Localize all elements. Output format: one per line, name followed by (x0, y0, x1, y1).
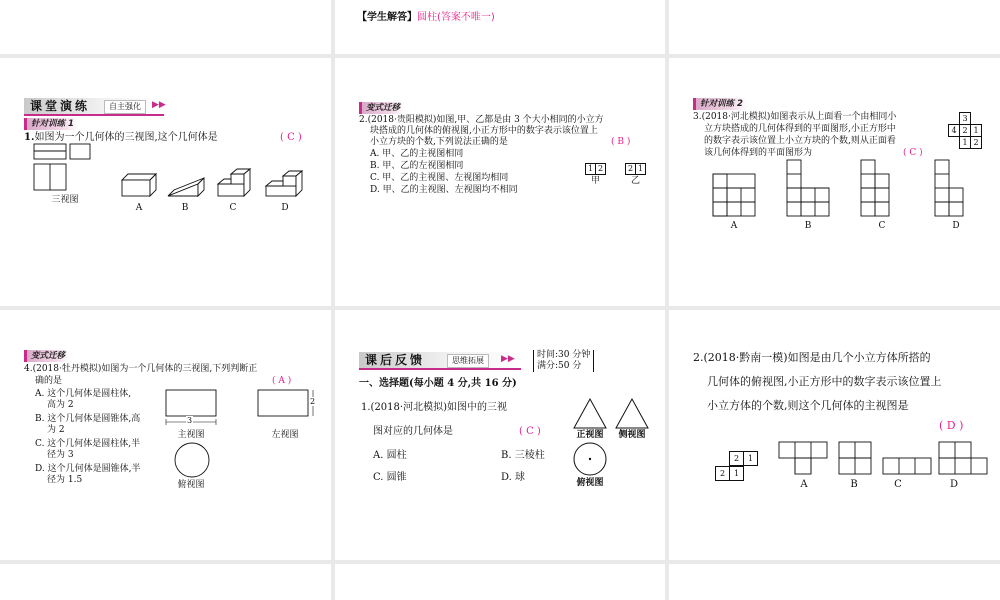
choice-b: B. 这个几何体是圆锥体,高 (35, 414, 141, 424)
grid-cell: 2 (715, 466, 730, 481)
top-view-caption: 俯视图 (177, 480, 205, 490)
question-2-line-2: 几何体的俯视图,小正方形中的数字表示该位置上 (707, 375, 942, 388)
slide-bottom-right (669, 564, 1000, 600)
dimension-width: 3 (187, 416, 193, 425)
choice-c: C. 这个几何体是圆柱体,半 (35, 439, 141, 449)
choice-a: A. 这个几何体是圆柱体, (35, 389, 132, 399)
choice-a: A. 圆柱 (373, 450, 407, 461)
grid-yi (625, 163, 646, 175)
grid-cell: 2 (625, 163, 636, 175)
question-3-line-2: 立方块搭成的几何体得到的平面图形,小正方形中 (704, 124, 896, 134)
front-view-caption: 主视图 (177, 430, 205, 440)
left-view-caption: 左视图 (271, 430, 299, 440)
student-answer: 【学生解答】圆柱(答案不唯一) (357, 12, 495, 23)
banner-title: 课后反馈 (365, 353, 426, 367)
slide-bottom-left (0, 564, 331, 600)
question-1-line-2: 图对应的几何体是 (373, 426, 453, 437)
option-d-label: D (952, 221, 960, 231)
slide-top-middle (335, 0, 665, 54)
option-c-label: C (229, 203, 237, 213)
three-view-figure (34, 144, 94, 192)
top-view-circle (174, 442, 214, 482)
option-a-label: A (730, 221, 738, 231)
front-view-triangle (573, 398, 609, 430)
choice-c: C. 甲、乙的主视图、左视图均相同 (370, 173, 509, 183)
grid-jia (585, 163, 606, 175)
slide-4 (0, 310, 331, 560)
section-heading: 一、选择题(每小题 4 分,共 16 分) (359, 378, 517, 389)
banner-badge: 思维拓展 (447, 354, 489, 368)
question-4-answer: ( A ) (272, 376, 292, 386)
option-c-label: C (894, 479, 902, 490)
question-3-line-4: 该几何体得到的平面图形为 (704, 148, 813, 158)
grid-cell: 2 (970, 136, 982, 149)
choice-d: D. 甲、乙的主视图、左视图均不相同 (370, 185, 518, 195)
grid-cell: 1 (585, 163, 596, 175)
question-3-answer: ( C ) (903, 148, 923, 158)
top-view-caption: 俯视图 (576, 478, 604, 488)
question-1-answer: ( C ) (280, 132, 302, 143)
option-b-label: B (181, 203, 189, 213)
choice-d: D. 球 (501, 472, 526, 483)
choice-b-cont: 为 2 (47, 425, 65, 435)
choice-a: A. 甲、乙的主视图相同 (370, 149, 464, 159)
slide-6 (669, 310, 1000, 560)
option-b-label: B (850, 479, 858, 490)
grid-cell: 1 (959, 136, 971, 149)
question-2-answer: ( D ) (939, 419, 964, 432)
question-1-line-1: 1.(2018·河北模拟)如图中的三视 (361, 402, 507, 413)
option-c-label: C (878, 221, 886, 231)
section-tag: 针对训练 1 (24, 118, 78, 130)
front-view-options (713, 160, 973, 218)
question-2-answer: ( B ) (611, 137, 631, 147)
grid-cell: 1 (729, 466, 744, 481)
choice-c: C. 圆锥 (373, 472, 407, 483)
time-box (533, 350, 594, 372)
banner-badge: 自主强化 (104, 100, 146, 114)
option-solids (118, 168, 318, 202)
banner-classroom (24, 98, 164, 116)
question-3-line-1: 3.(2018·河北模拟)如图表示从上面看一个由相同小 (693, 112, 897, 122)
grid-cell: 4 (948, 124, 960, 137)
side-view-triangle (615, 398, 651, 430)
label-jia: 甲 (590, 176, 600, 186)
double-arrow-icon: ▶▶ (501, 354, 515, 364)
section-tag: 变式迁移 (359, 102, 404, 114)
slide-1 (0, 58, 331, 306)
grid-cell: 2 (729, 451, 744, 466)
question-2-line-1: 2.(2018·黔南一模)如图是由几个小立方体所搭的 (693, 351, 931, 364)
question-4-line-1: 4.(2018·牡丹模拟)如图为一个几何体的三视图,下列判断正 (24, 364, 258, 374)
label-yi: 乙 (630, 176, 640, 186)
side-view-caption: 侧视图 (618, 430, 646, 440)
front-view-options (779, 442, 985, 478)
slide-5 (335, 310, 665, 560)
double-arrow-icon: ▶▶ (152, 100, 166, 110)
question-1: 1.如图为一个几何体的三视图,这个几何体是 (24, 132, 218, 143)
choice-d: D. 这个几何体是圆锥体,半 (35, 464, 141, 474)
top-view-circle (573, 442, 609, 478)
question-2-line-1: 2.(2018·贵阳模拟)如图,甲、乙都是由 3 个大小相同的小立方 (359, 115, 604, 125)
grid-cell: 3 (959, 112, 971, 125)
option-a-label: A (800, 479, 808, 490)
section-tag: 针对训练 2 (693, 98, 747, 110)
choice-b: B. 三棱柱 (501, 450, 545, 461)
choice-c-cont: 径为 3 (47, 450, 74, 460)
left-view-rect (258, 390, 318, 420)
front-view-caption: 正视图 (576, 430, 604, 440)
question-2-line-2: 块搭成的几何体的俯视图,小正方形中的数字表示该位置上 (370, 126, 598, 136)
slide-2 (335, 58, 665, 306)
grid-cell: 1 (743, 451, 758, 466)
slide-bottom-middle (335, 564, 665, 600)
question-1-answer: ( C ) (519, 426, 541, 437)
slide-3 (669, 58, 1000, 306)
slide-top-right (669, 0, 1000, 54)
choice-d-cont: 径为 1.5 (47, 475, 83, 485)
banner-after-class (359, 352, 521, 370)
grid-cell: 2 (959, 124, 971, 137)
three-view-caption: 三视图 (51, 195, 79, 205)
time-limit: 时间:30 分钟 (537, 350, 591, 360)
full-score: 满分:50 分 (537, 361, 582, 371)
option-d-label: D (949, 479, 959, 490)
question-2-line-3: 小立方块的个数,下列说法正确的是 (370, 137, 508, 147)
grid-cell: 1 (636, 163, 646, 175)
grid-cell: 2 (596, 163, 606, 175)
option-a-label: A (135, 203, 143, 213)
dimension-height: 2 (310, 397, 316, 406)
slide-top-left (0, 0, 331, 54)
question-2-line-3: 小立方体的个数,则这个几何体的主视图是 (707, 399, 909, 412)
question-4-line-2: 确的是 (35, 376, 63, 386)
question-3-line-3: 的数字表示该位置上小立方块的个数,则从正面看 (704, 136, 896, 146)
grid-cell: 1 (970, 124, 982, 137)
option-b-label: B (804, 221, 812, 231)
banner-title: 课堂演练 (30, 99, 91, 113)
choice-b: B. 甲、乙的左视图相同 (370, 161, 464, 171)
section-tag: 变式迁移 (24, 350, 69, 362)
choice-a-cont: 高为 2 (47, 400, 74, 410)
option-d-label: D (281, 203, 289, 213)
